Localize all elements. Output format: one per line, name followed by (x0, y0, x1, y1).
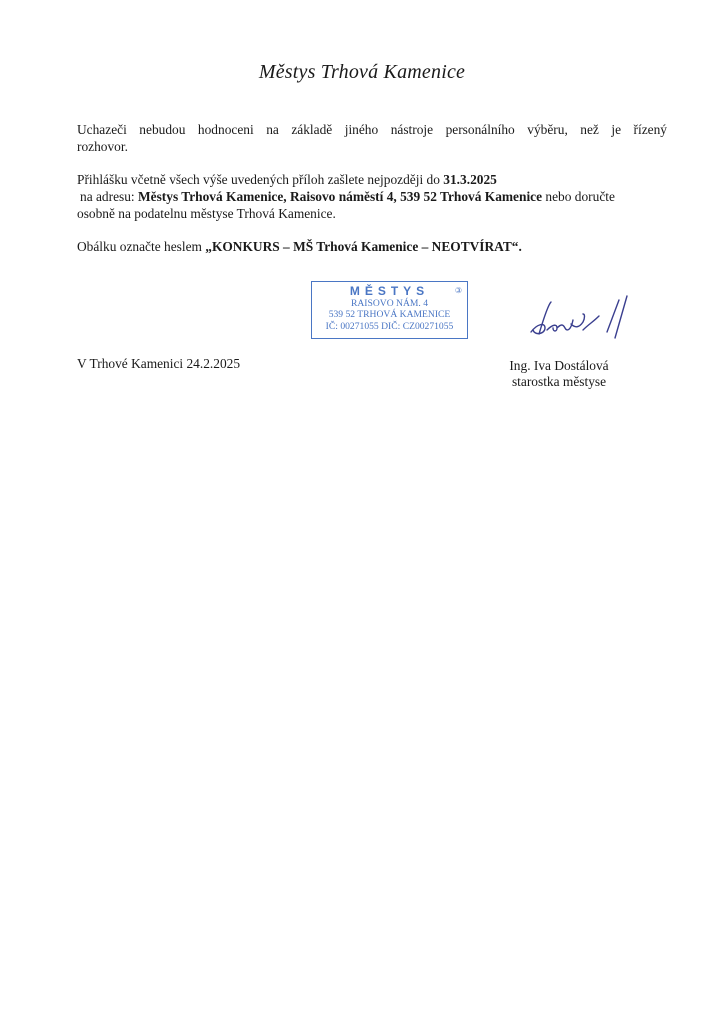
official-stamp (311, 281, 468, 339)
paragraph-evaluation-line1: Uchazeči nebudou hodnoceni na základě jiného nástroje personálního výběru, než je řízený (77, 122, 667, 137)
address-suffix: nebo doručte (542, 189, 615, 204)
application-line2 (77, 188, 667, 205)
envelope-slogan: „KONKURS – MŠ Trhová Kamenice – NEOTVÍRAT“. (205, 239, 522, 254)
stamp-line1: RAISOVO NÁM. 4 (350, 297, 429, 309)
handwritten-signature (527, 294, 631, 346)
envelope-prefix: Obálku označte heslem (77, 239, 206, 254)
stamp-mark: ③ (454, 286, 462, 295)
paragraph-evaluation-line2: rozhovor. (77, 139, 128, 154)
application-prefix: Přihlášku včetně všech výše uvedených příloh zašlete nejpozději do (77, 172, 444, 187)
place-date: V Trhové Kamenici 24.2.2025 (77, 356, 241, 371)
stamp-heading: MĚSTYS (349, 284, 430, 298)
paragraph-evaluation (77, 121, 667, 155)
paragraph-application (77, 171, 667, 222)
stamp-line2: 539 52 TRHOVÁ KAMENICE (328, 309, 451, 320)
application-deadline: 31.3.2025 (443, 172, 497, 187)
application-line3: osobně na podatelnu městyse Trhová Kamenice. (77, 206, 336, 221)
paragraph-envelope (77, 238, 667, 255)
signer-block (492, 358, 626, 390)
signer-role: starostka městyse (511, 374, 607, 389)
document-title: Městys Trhová Kamenice (258, 61, 466, 83)
application-line1 (77, 171, 667, 188)
address-text: Městys Trhová Kamenice, Raisovo náměstí 4, 539 52 Trhová Kamenice (138, 189, 543, 204)
stamp-line3: IČ: 00271055 DIČ: CZ00271055 (325, 320, 454, 332)
signer-name: Ing. Iva Dostálová (509, 358, 609, 373)
address-prefix: na adresu: (80, 189, 139, 204)
